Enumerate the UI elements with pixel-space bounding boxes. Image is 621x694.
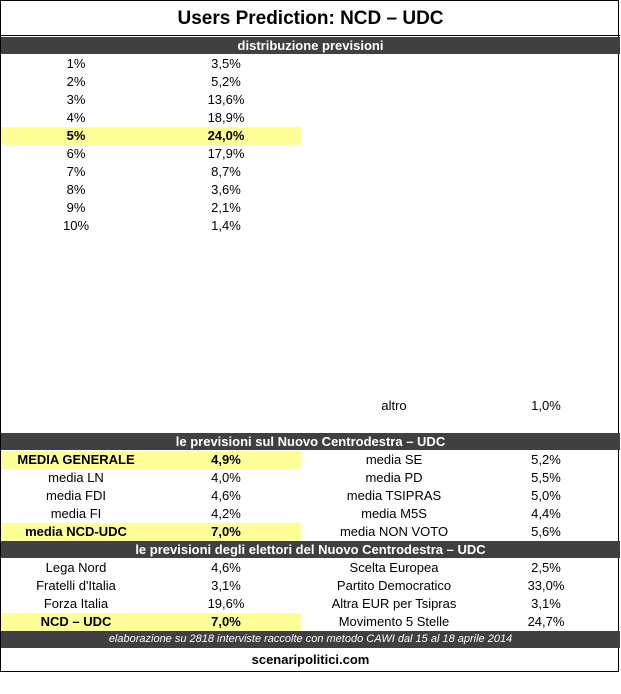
cd-right-value: 5,0%	[531, 488, 561, 503]
cd-left-label: media FDI	[46, 488, 106, 503]
cd-right-value: 5,6%	[531, 524, 561, 539]
cd-right-label: media M5S	[361, 506, 427, 521]
el-right-value: 24,7%	[527, 614, 565, 629]
el-right-label: Partito Democratico	[336, 578, 452, 593]
dist-label: 8%	[66, 182, 86, 197]
dist-value: 5,2%	[211, 74, 241, 89]
dist-value: 8,7%	[211, 164, 241, 179]
cd-left-label: media FI	[50, 506, 102, 521]
altro-value: 1,0%	[531, 398, 561, 413]
dist-value: 2,1%	[211, 200, 241, 215]
el-right-label: Scelta Europea	[349, 560, 439, 575]
altro-label: altro	[381, 398, 407, 413]
el-right-label: Altra EUR per Tsipras	[331, 596, 457, 611]
dist-label: 7%	[66, 164, 86, 179]
dist-value: 24,0%	[207, 128, 245, 143]
dist-label: 5%	[66, 128, 86, 143]
cd-right-label: media SE	[365, 452, 423, 467]
cd-left-label: MEDIA GENERALE	[17, 452, 135, 467]
cd-left-value: 7,0%	[211, 524, 241, 539]
elettori-header: le previsioni degli elettori del Nuovo Centrodestra – UDC	[1, 541, 620, 558]
dist-value: 18,9%	[207, 110, 245, 125]
dist-label: 2%	[66, 74, 86, 89]
cd-right-value: 5,5%	[531, 470, 561, 485]
cd-left-value: 4,2%	[211, 506, 241, 521]
dist-value: 17,9%	[207, 146, 245, 161]
dist-label: 1%	[66, 56, 86, 71]
cd-right-label: media PD	[365, 470, 423, 485]
el-right-label: Movimento 5 Stelle	[338, 614, 450, 629]
distribution-header: distribuzione previsioni	[1, 37, 620, 54]
cd-left-label: media LN	[48, 470, 104, 485]
el-right-value: 3,1%	[531, 596, 561, 611]
cd-left-label: media NCD-UDC	[25, 524, 127, 539]
el-left-label: Fratelli d'Italia	[36, 578, 116, 593]
cd-right-value: 5,2%	[531, 452, 561, 467]
cd-left-value: 4,9%	[211, 452, 241, 467]
el-left-value: 3,1%	[211, 578, 241, 593]
dist-label: 6%	[66, 146, 86, 161]
el-left-value: 19,6%	[207, 596, 245, 611]
el-left-value: 7,0%	[211, 614, 241, 629]
el-left-label: Forza Italia	[43, 596, 109, 611]
cd-left-value: 4,6%	[211, 488, 241, 503]
dist-value: 3,5%	[211, 56, 241, 71]
dist-label: 3%	[66, 92, 86, 107]
el-left-label: NCD – UDC	[40, 614, 112, 629]
el-left-label: Lega Nord	[45, 560, 107, 575]
dist-label: 10%	[62, 218, 90, 233]
footer-note: elaborazione su 2818 interviste raccolte con metodo CAWI dal 15 al 18 aprile 2014	[1, 631, 620, 648]
dist-value: 13,6%	[207, 92, 245, 107]
cd-right-value: 4,4%	[531, 506, 561, 521]
cd-right-label: media NON VOTO	[339, 524, 449, 539]
el-right-value: 33,0%	[527, 578, 565, 593]
cd-left-value: 4,0%	[211, 470, 241, 485]
dist-label: 9%	[66, 200, 86, 215]
page-title: Users Prediction: NCD – UDC	[1, 1, 620, 36]
dist-label: 4%	[66, 110, 86, 125]
dist-value: 1,4%	[211, 218, 241, 233]
dist-value: 3,6%	[211, 182, 241, 197]
el-left-value: 4,6%	[211, 560, 241, 575]
el-right-value: 2,5%	[531, 560, 561, 575]
centrodestra-header: le previsioni sul Nuovo Centrodestra – UDC	[1, 433, 620, 450]
site-credit: scenaripolitici.com	[251, 652, 370, 667]
cd-right-label: media TSIPRAS	[346, 488, 442, 503]
